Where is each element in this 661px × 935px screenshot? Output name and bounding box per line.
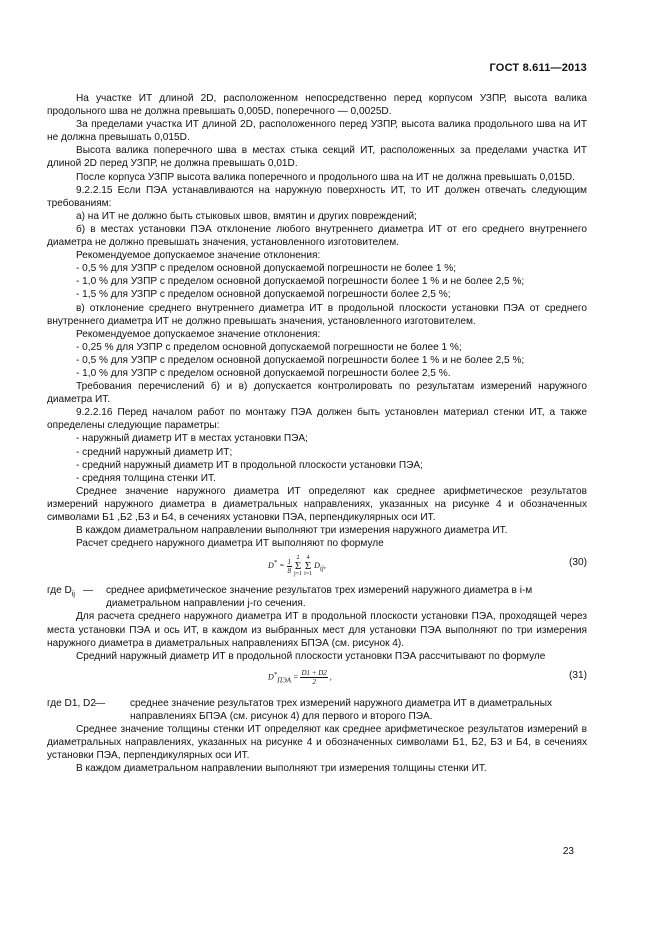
list-item: - средняя толщина стенки ИТ. xyxy=(76,472,216,484)
standard-header: ГОСТ 8.611—2013 xyxy=(489,62,587,74)
paragraph: Для расчета среднего наружного диаметра ИТ в продольной плоскости установки ПЭА, проходящей через места установки ПЭА и ось ИТ, в каждом из выбранных мест для установки ПЭА выполняют по три измерения наружного диаметра в диаметральных направлениях БПЭА (см. рисунок 4). xyxy=(47,611,587,649)
formula-lhs: D xyxy=(268,672,274,682)
formula-legend xyxy=(47,697,587,723)
paragraph: Среднее значение толщины стенки ИТ определяют как среднее арифметическое результатов измерений в диаметральных направлениях, указанных на рисунке 4 и обозначенных символами Б1, Б2, Б3 и Б4, в сечениях установки ПЭА, перпендикулярных оси ИТ. xyxy=(47,724,587,762)
legend-symbol xyxy=(47,584,75,601)
paragraph: Расчет среднего наружного диаметра ИТ выполняют по формуле xyxy=(76,538,384,550)
list-item: - 1,5 % для УЗПР с пределом основной допускаемой погрешности более 2,5 %; xyxy=(76,289,451,301)
formula-tail: , xyxy=(323,561,326,571)
legend-dash: — xyxy=(83,585,94,597)
legend-text: среднее арифметическое значение результатов трех измерений наружного диаметра в i-м диаметральном направлении j-го сечения. xyxy=(106,585,533,610)
formula-legend xyxy=(47,584,587,610)
formula-term: D xyxy=(314,561,320,571)
formula-number: (31) xyxy=(569,669,587,681)
paragraph: Рекомендуемое допускаемое значение отклонения: xyxy=(76,250,321,262)
paragraph: За пределами участка ИТ длиной 2D, расположенного перед УЗПР, высота валика продольного шва на ИТ не должна превышать 0,015D. xyxy=(47,119,587,144)
paragraph: Рекомендуемое допускаемое значение отклонения: xyxy=(76,328,321,340)
list-item: б) в местах установки ПЭА отклонение любого внутреннего диаметра ИТ от его среднего внутреннего диаметра не должно превышать значения, установленного изготовителем. xyxy=(47,223,587,249)
fraction-numerator: D1 + D2 xyxy=(301,669,327,678)
legend-symbol-sub: ij xyxy=(71,591,75,599)
formula-term-sub: ij xyxy=(319,564,324,573)
formula-number: (30) xyxy=(569,557,587,569)
paragraph: В каждом диаметральном направлении выполняют три измерения наружного диаметра ИТ. xyxy=(76,525,508,537)
sum-upper: 4 xyxy=(306,555,310,562)
section-9-2-2-16: 9.2.2.16 Перед началом работ по монтажу ПЭА должен быть установлен материал стенки ИТ, а также определены следующие параметры: xyxy=(47,407,587,432)
legend-text: среднее значение результатов трех измерений наружного диаметра ИТ в диаметральных направлениях БПЭА (см. рисунок 4) для первого и второго ПЭА. xyxy=(130,697,553,722)
fraction-denominator: 2 xyxy=(312,678,316,687)
paragraph: Среднее значение наружного диаметра ИТ определяют как среднее арифметическое результатов измерений наружного диаметра в диаметральных направлениях, указанных на рисунке 4 и обозначенных символами Б1 ,Б2 ,Б3 и Б4, в сечениях установки ПЭА, перпендикулярных оси ИТ. xyxy=(47,485,587,523)
sum-upper: 2 xyxy=(296,555,300,562)
fraction-numerator: 1 xyxy=(287,557,292,566)
section-9-2-2-15: 9.2.2.15 Если ПЭА устанавливаются на наружную поверхность ИТ, то ИТ должен отвечать следующим требованиям: xyxy=(47,184,587,209)
list-item: - 0,5 % для УЗПР с пределом основной допускаемой погрешности более 1 % и не более 2,5 %; xyxy=(76,354,525,366)
paragraph: Высота валика поперечного шва в местах стыка секций ИТ, расположенных за пределами участка ИТ длиной 2D перед УЗПР, не должна превышать 0,01D. xyxy=(47,145,587,170)
list-item: в) отклонение среднего внутреннего диаметра ИТ в продольной плоскости установки ПЭА от среднего внутреннего диаметра ИТ не должно превышать значения, установленного изготовителем. xyxy=(47,302,587,327)
formula-fraction xyxy=(300,669,327,686)
list-item: - средний наружный диаметр ИТ в продольной плоскости установки ПЭА; xyxy=(76,459,423,471)
paragraph: Требования перечислений б) и в) допускается контролировать по результатам измерений наружного диаметра ИТ. xyxy=(47,381,587,406)
paragraph: На участке ИТ длиной 2D, расположенном непосредственно перед корпусом УЗПР, высота валика продольного шва не должна превышать 0,005D, поперечного — 0,0025D. xyxy=(47,93,587,118)
sum-lower: i=1 xyxy=(304,571,313,578)
sum-sign: 2 Σ j=1 xyxy=(294,555,303,578)
list-item: - 1,0 % для УЗПР с пределом основной допускаемой погрешности более 1 % и не более 2,5 %; xyxy=(76,276,525,288)
formula-30 xyxy=(47,550,587,584)
list-item: - средний наружный диаметр ИТ; xyxy=(76,446,233,458)
paragraph: Средний наружный диаметр ИТ в продольной плоскости установки ПЭА рассчитывают по формуле xyxy=(76,650,546,662)
legend-symbol: где D1, D2 xyxy=(47,697,96,709)
legend-symbol-text: где D xyxy=(47,585,72,597)
document-body xyxy=(47,92,587,775)
list-item: - наружный диаметр ИТ в местах установки ПЭА; xyxy=(76,433,308,445)
list-item: а) на ИТ не должно быть стыковых швов, вмятин и других повреждений; xyxy=(76,210,417,222)
legend-dash: — xyxy=(95,697,106,709)
list-item: - 0,25 % для УЗПР с пределом основной допускаемой погрешности не более 1 %; xyxy=(76,341,462,353)
list-item: - 0,5 % для УЗПР с пределом основной допускаемой погрешности не более 1 %; xyxy=(76,263,457,275)
formula-tail: , xyxy=(329,672,332,682)
formula-fraction xyxy=(287,558,293,575)
formula-expression: D* = $\frac{1}{8}$ 2 Σ j=1 4 Σ i=1 $D_{ij}$, xyxy=(268,555,326,578)
formula-31 xyxy=(47,663,587,697)
paragraph: После корпуса УЗПР высота валика поперечного и продольного шва на ИТ не должна превышать 0,015D. xyxy=(76,171,575,183)
page-number: 23 xyxy=(562,846,574,857)
sum-sign: 4 Σ i=1 xyxy=(304,555,313,578)
formula-expression: $D^*_{ПЭА}$ = $\frac{D1 + D2}{2}$ , xyxy=(268,669,332,687)
fraction-denominator: 8 xyxy=(287,566,292,575)
sum-lower: j=1 xyxy=(294,571,303,578)
formula-lhs-sub: ПЭА xyxy=(277,676,292,685)
list-item: - 1,0 % для УЗПР с пределом основной допускаемой погрешности более 2,5 %. xyxy=(76,367,451,379)
paragraph: В каждом диаметральном направлении выполняют три измерения толщины стенки ИТ. xyxy=(76,763,487,775)
formula-lhs: D xyxy=(268,561,274,571)
